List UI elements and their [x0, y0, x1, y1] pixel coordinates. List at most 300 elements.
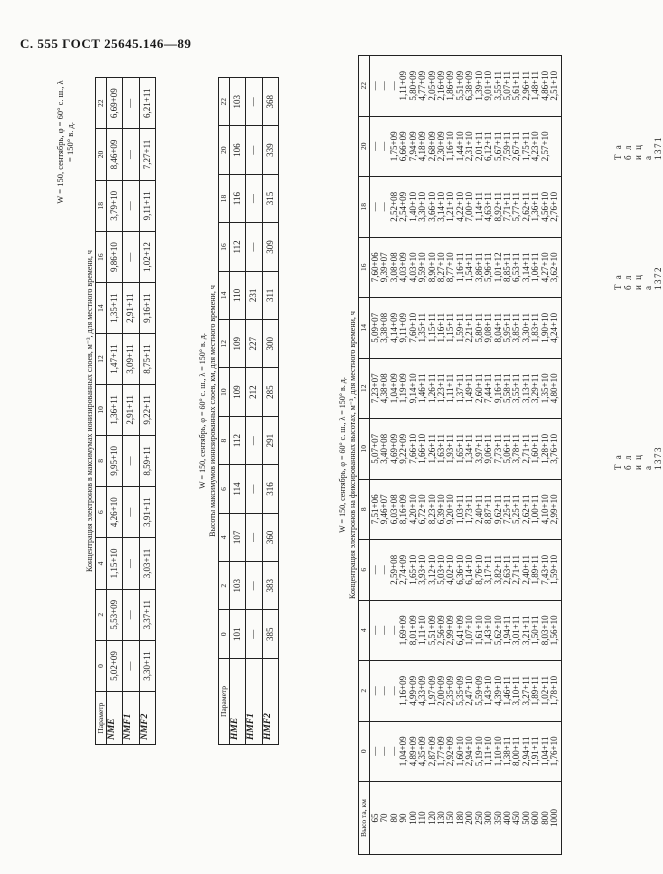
data-row	[369, 56, 561, 855]
cell-value: 368	[262, 78, 278, 126]
cell-value: 9,16+11	[139, 283, 155, 334]
cell-value: 1,39+10	[473, 70, 484, 101]
cell-value: —	[246, 562, 262, 610]
cell-value: —	[123, 538, 139, 589]
cell-value: 360	[262, 513, 278, 561]
cell-value: 4,22+10	[454, 191, 465, 222]
height-value: 150	[445, 811, 456, 825]
cell-value: 9,46+07	[379, 494, 390, 525]
cell-value: 1,15+11	[426, 313, 437, 343]
cell-value: 7,51+06	[369, 494, 380, 525]
hour-header: 6	[359, 540, 370, 601]
hour-header: 8	[219, 416, 230, 464]
table-1371-caption: Концентрация электронов в максимумах ионизированных слоев, м⁻³, для местного времени, ч	[85, 250, 94, 572]
cell-value: 1,47+11	[106, 334, 122, 385]
hour-header: 0	[219, 610, 230, 658]
cell-value: 9,08+11	[483, 313, 494, 343]
cell-value: 1,36+11	[530, 192, 541, 222]
cell-value: 2,54+09	[398, 191, 409, 222]
param-header: Параметр	[96, 692, 107, 745]
cell-value: 8,04+11	[492, 313, 503, 343]
cell-value: 2,74+09	[398, 554, 409, 585]
cell-value: 1,11+09	[398, 71, 409, 101]
cell-value: 3,12+10	[426, 554, 437, 585]
cell-value: 5,96+11	[483, 252, 494, 283]
hour-header: 14	[359, 298, 370, 359]
param-header: Параметр	[219, 658, 230, 744]
cell-value: 1,16+09	[398, 675, 409, 706]
cell-value: 1,16+10	[445, 131, 456, 162]
cell-value: —	[246, 174, 262, 222]
cell-value: 8,46+09	[106, 129, 122, 180]
height-value: 250	[473, 811, 484, 825]
cell-value: 5,59+09	[473, 675, 484, 706]
value-column	[369, 56, 561, 117]
cell-value: 9,22+11	[139, 384, 155, 435]
cell-value: 383	[262, 562, 278, 610]
cell-value: 1,14+11	[473, 192, 484, 222]
cell-value: 6,66+09	[398, 131, 409, 162]
cell-value: 3,37+11	[139, 589, 155, 640]
cell-value: 9,11+11	[139, 180, 155, 231]
cell-value: 1,46+11	[417, 373, 428, 404]
cell-value: 1,16+11	[454, 252, 465, 283]
cell-value: —	[246, 78, 262, 126]
height-value: 110	[417, 811, 428, 825]
cell-value: 1,77+09	[435, 736, 446, 767]
cell-value: —	[123, 78, 139, 129]
cell-value: 7,71+11	[502, 192, 512, 222]
cell-value: 5,35+09	[454, 675, 465, 706]
row-parameter: NMF2	[139, 692, 155, 745]
table-1371-block	[55, 77, 76, 207]
cell-value: 3,40+08	[379, 433, 390, 464]
cell-value: 4,69+09	[388, 433, 399, 464]
height-value: 90	[398, 813, 409, 823]
cell-value: 5,51+09	[426, 615, 437, 646]
hour-header: 20	[96, 129, 107, 180]
hour-header: 16	[359, 237, 370, 298]
cell-value: 114	[229, 465, 245, 513]
cell-value: 4,02+10	[445, 554, 456, 585]
cell-value: —	[379, 625, 390, 635]
value-column	[369, 358, 561, 419]
cell-value: 3,17+11	[483, 555, 494, 585]
cell-value: 1,49+11	[464, 373, 475, 404]
cell-value: 7,27+11	[139, 129, 155, 180]
table-1373	[338, 55, 562, 855]
cell-value: 316	[262, 465, 278, 513]
cell-value: 8,76+10	[473, 554, 484, 585]
header-row	[359, 56, 370, 855]
cell-value: 109	[229, 320, 245, 368]
cell-value: 2,40+11	[473, 494, 484, 525]
hour-header: 20	[359, 116, 370, 177]
cell-value: —	[123, 640, 139, 691]
cell-value: 6,53+11	[511, 252, 522, 283]
cell-value: —	[246, 223, 262, 271]
cell-value: —	[369, 625, 380, 635]
cell-value: 6,12+11	[483, 131, 494, 162]
cell-value: —	[369, 202, 380, 212]
cell-value: —	[388, 746, 399, 756]
height-value: 400	[502, 811, 512, 825]
cell-value: 3,76+10	[549, 433, 560, 464]
cell-value: 2,99+09	[445, 615, 456, 646]
cell-value: 1,35+11	[417, 313, 428, 343]
cell-value: —	[379, 202, 390, 212]
cell-value: 1,34+11	[464, 434, 475, 464]
cell-value: —	[388, 686, 399, 696]
cell-value: —	[369, 81, 380, 91]
cell-value: 5,95+11	[502, 313, 512, 343]
cell-value: 4,24+10	[549, 312, 560, 343]
cell-value: 309	[262, 223, 278, 271]
cell-value: 9,06+11	[483, 434, 494, 464]
cell-value: 3,08+08	[388, 252, 399, 283]
cell-value: 5,67+11	[492, 131, 503, 162]
cell-value: 8,01+09	[407, 615, 418, 646]
table-1373-grid	[358, 55, 562, 855]
table-1371	[85, 77, 156, 745]
cell-value: —	[123, 435, 139, 486]
table-row	[123, 78, 139, 745]
cell-value: 2,67+11	[511, 131, 522, 162]
cell-value: 7,23+07	[369, 373, 380, 404]
cell-value: 9,11+09	[398, 313, 409, 343]
hour-header: 8	[359, 479, 370, 540]
table-row	[229, 78, 245, 745]
cell-value: —	[379, 81, 390, 91]
cell-value: 6,36+10	[454, 554, 465, 585]
cell-value: 116	[229, 174, 245, 222]
cell-value: 1,86+09	[445, 70, 456, 101]
cell-value: 8,75+11	[139, 334, 155, 385]
cell-value: 1,21+10	[445, 191, 456, 222]
cell-value: 2,62+11	[520, 494, 531, 525]
cell-value: 7,00+10	[464, 191, 475, 222]
cell-value: 1,40+10	[407, 191, 418, 222]
cell-value: 2,92+09	[445, 736, 456, 767]
cell-value: 8,77+10	[445, 252, 456, 283]
cell-value: —	[369, 686, 380, 696]
hour-header: 22	[96, 78, 107, 129]
cell-value: 8,27+10	[435, 252, 446, 283]
height-value: 100	[407, 811, 418, 825]
cell-value: 9,20+10	[445, 494, 456, 525]
hour-header: 0	[359, 721, 370, 782]
cell-value: 109	[229, 368, 245, 416]
cell-value: 1,03+11	[454, 494, 465, 525]
row-parameter: HME	[229, 658, 245, 744]
value-column	[369, 479, 561, 540]
cell-value: 3,10+11	[511, 676, 522, 706]
cell-value: 4,39+10	[492, 675, 503, 706]
hour-header: 6	[219, 465, 230, 513]
cell-value: 1,04+09	[388, 373, 399, 404]
cell-value: 4,33+09	[417, 675, 428, 706]
hour-header: 4	[359, 600, 370, 661]
cell-value: 1,02+11	[539, 676, 550, 706]
cell-value: 2,21+11	[464, 313, 475, 343]
cell-value: 9,86+10	[106, 231, 122, 282]
row-parameter: NMF1	[123, 692, 139, 745]
cell-value: 339	[262, 126, 278, 174]
cell-value: 1,02+12	[139, 231, 155, 282]
hour-header: 4	[219, 513, 230, 561]
cell-value: 300	[262, 320, 278, 368]
cell-value: 3,79+10	[106, 180, 122, 231]
table-1371-grid	[95, 77, 156, 745]
hour-header: 18	[359, 177, 370, 238]
cell-value: 1,35+10	[539, 373, 550, 404]
cell-value: 5,77+11	[511, 192, 522, 222]
table-1372-caption: Высоты максимумов ионизированных слоев, км, для местного времени, ч	[208, 285, 217, 537]
cell-value: 110	[229, 271, 245, 319]
cell-value: 1,23+11	[435, 373, 446, 404]
cell-value: 2,94+10	[464, 736, 475, 767]
cell-value: —	[379, 141, 390, 151]
cell-value: 3,62+10	[549, 252, 560, 283]
cell-value: 3,82+11	[492, 555, 503, 585]
cell-value: 112	[229, 416, 245, 464]
height-value: 600	[530, 811, 541, 825]
cell-value: 4,20+10	[407, 494, 418, 525]
cell-value: 4,86+10	[539, 70, 550, 101]
cell-value: 1,35+11	[106, 283, 122, 334]
cell-value: 3,21+11	[520, 615, 531, 646]
height-value: 1000	[549, 809, 560, 828]
cell-value: —	[246, 416, 262, 464]
hour-header: 16	[219, 223, 230, 271]
cell-value: 2,63+11	[502, 555, 512, 585]
cell-value: 1,11+11	[445, 373, 456, 403]
cell-value: 1,54+11	[464, 252, 475, 283]
hour-header: 12	[359, 358, 370, 419]
cell-value: —	[123, 129, 139, 180]
cell-value: 1,48+11	[530, 71, 541, 101]
cell-value: 1,01+12	[492, 252, 503, 283]
cell-value: 6,38+09	[464, 70, 475, 101]
cell-value: 9,62+11	[492, 494, 503, 525]
cell-value: —	[388, 625, 399, 635]
cell-value: 1,73+11	[464, 494, 475, 525]
hour-header: 22	[219, 78, 230, 126]
value-column	[369, 116, 561, 177]
cell-value: 6,14+10	[464, 554, 475, 585]
cell-value: 8,92+11	[492, 192, 503, 222]
value-column	[369, 298, 561, 359]
cell-value: 8,00+11	[511, 736, 522, 767]
cell-value: 6,21+11	[139, 78, 155, 129]
cell-value: 101	[229, 610, 245, 658]
hour-header: 18	[219, 174, 230, 222]
cell-value: 4,63+11	[483, 192, 494, 222]
cell-value: 1,06+11	[530, 252, 541, 283]
cell-value: 3,55+11	[492, 71, 503, 101]
cell-value: 1,69+09	[398, 615, 409, 646]
cell-value: 5,80+09	[407, 70, 418, 101]
subtitle-1: W = 150, сентябрь, φ = 60° с. ш., λ = 150° в. д.	[55, 80, 75, 204]
cell-value: 7,73+11	[492, 434, 503, 464]
cell-value: 212	[246, 368, 262, 416]
cell-value: 1,59+10	[549, 554, 560, 585]
row-parameter: HMF1	[246, 658, 262, 744]
subtitle-2: W = 150, сентябрь, φ = 60° с. ш., λ = 150° в. д.	[198, 333, 207, 489]
cell-value: 2,52+08	[388, 191, 399, 222]
cell-value: 8,87+11	[483, 494, 494, 525]
cell-value: 8,23+10	[426, 494, 437, 525]
hour-header: 20	[219, 126, 230, 174]
cell-value: 8,03+10	[539, 615, 550, 646]
cell-value: 2,30+09	[435, 131, 446, 162]
cell-value: 3,86+11	[473, 252, 484, 283]
table-1372	[198, 77, 279, 745]
cell-value: 4,10+10	[539, 494, 550, 525]
cell-value: 5,06+11	[502, 434, 512, 464]
cell-value: 3,29+11	[530, 373, 541, 404]
hour-header: 10	[359, 419, 370, 480]
cell-value: 6,03+08	[388, 494, 399, 525]
header-row	[96, 78, 107, 745]
cell-value: 1,44+10	[454, 131, 465, 162]
hour-header: 14	[219, 271, 230, 319]
header-row	[219, 78, 230, 745]
cell-value: 9,59+10	[417, 252, 428, 283]
hour-header: 2	[359, 661, 370, 722]
cell-value: 1,65+11	[454, 434, 465, 464]
cell-value: 1,94+11	[502, 615, 512, 646]
cell-value: 5,25+11	[511, 494, 522, 525]
hour-header: 22	[359, 56, 370, 117]
cell-value: 2,47+10	[464, 675, 475, 706]
hour-header: 18	[96, 180, 107, 231]
cell-value: 5,03+10	[435, 554, 446, 585]
cell-value: 5,51+09	[454, 70, 465, 101]
cell-value: 6,69+09	[106, 78, 122, 129]
cell-value: 1,38+11	[502, 736, 512, 767]
table-row	[106, 78, 122, 745]
cell-value: 106	[229, 126, 245, 174]
height-value: 300	[483, 811, 494, 825]
hour-header: 8	[96, 435, 107, 486]
cell-value: 5,58+11	[502, 373, 512, 404]
table-row	[246, 78, 262, 745]
cell-value: —	[246, 465, 262, 513]
cell-value: 3,09+11	[123, 334, 139, 385]
cell-value: 7,94+09	[407, 131, 418, 162]
cell-value: 9,01+10	[483, 70, 494, 101]
cell-value: 107	[229, 513, 245, 561]
hour-header: 2	[219, 562, 230, 610]
height-value: 130	[435, 811, 446, 825]
cell-value: 2,91+11	[123, 283, 139, 334]
cell-value: 385	[262, 610, 278, 658]
cell-value: 3,93+10	[417, 554, 428, 585]
cell-value: 2,76+10	[549, 191, 560, 222]
height-value: 180	[454, 811, 465, 825]
cell-value: 1,07+10	[464, 615, 475, 646]
hour-header: 2	[96, 589, 107, 640]
cell-value: 8,16+09	[398, 494, 409, 525]
height-value: 80	[388, 813, 399, 823]
cell-value: 285	[262, 368, 278, 416]
cell-value: 315	[262, 174, 278, 222]
cell-value: 1,43+10	[483, 615, 494, 646]
cell-value: 1,15+10	[106, 538, 122, 589]
cell-value: 5,02+09	[106, 640, 122, 691]
cell-value: 1,83+11	[530, 313, 541, 343]
cell-value: 112	[229, 223, 245, 271]
height-value: 450	[511, 811, 522, 825]
cell-value: 2,62+11	[520, 192, 531, 222]
hour-header: 10	[96, 384, 107, 435]
cell-value: 4,27+10	[539, 252, 550, 283]
cell-value: 1,89+11	[530, 555, 541, 585]
cell-value: 1,26+11	[426, 373, 437, 404]
cell-value: 7,43+10	[539, 554, 550, 585]
cell-value: 5,80+11	[473, 313, 484, 343]
cell-value: —	[123, 589, 139, 640]
page-header: С. 555 ГОСТ 25645.146—89	[20, 36, 192, 51]
cell-value: —	[379, 686, 390, 696]
cell-value: 4,38+08	[379, 373, 390, 404]
cell-value: 1,75+09	[388, 131, 399, 162]
cell-value: 3,14+11	[520, 252, 531, 283]
cell-value: 1,89+11	[530, 676, 541, 706]
cell-value: 1,65+10	[407, 554, 418, 585]
cell-value: —	[379, 565, 390, 575]
cell-value: 2,05+09	[426, 70, 437, 101]
cell-value: 1,11+10	[417, 615, 428, 646]
cell-value: 4,26+10	[106, 487, 122, 538]
cell-value: 5,62+10	[492, 615, 503, 646]
subtitle-3: W = 150, сентябрь, φ = 60° с. ш., λ = 150° в. д.	[338, 377, 347, 533]
cell-value: 5,19+10	[473, 736, 484, 767]
cell-value: 5,53+09	[106, 589, 122, 640]
cell-value: 1,60+11	[530, 434, 541, 464]
cell-value: 3,38+08	[379, 312, 390, 343]
cell-value: 1,15+11	[445, 313, 456, 343]
cell-value: 4,18+09	[417, 131, 428, 162]
table-number-1371: Т а б л и ц а 1371	[613, 136, 663, 160]
cell-value: 2,71+11	[511, 555, 522, 585]
cell-value: 2,00+09	[435, 675, 446, 706]
cell-value: 9,16+11	[492, 373, 503, 404]
cell-value: 1,28+10	[539, 433, 550, 464]
table-1373-caption: Концентрация электронов на фиксированных высотах, м⁻³, для местного времени, ч	[348, 311, 357, 599]
cell-value: 2,91+11	[123, 384, 139, 435]
cell-value: 1,46+11	[502, 676, 512, 706]
cell-value: 1,59+11	[454, 313, 465, 343]
cell-value: 1,26+11	[426, 434, 437, 464]
cell-value: 3,03+11	[139, 538, 155, 589]
cell-value: 1,90+10	[539, 312, 550, 343]
hour-header: 12	[219, 320, 230, 368]
height-value: 800	[539, 811, 550, 825]
cell-value: 1,93+11	[445, 434, 456, 464]
cell-value: —	[246, 513, 262, 561]
cell-value: 2,96+11	[520, 71, 531, 101]
row-parameter: HMF2	[262, 658, 278, 744]
cell-value: 2,57+10	[539, 131, 550, 162]
table-number-1372: Т а б л и ц а 1372	[613, 266, 663, 290]
height-value: 65	[369, 813, 380, 823]
cell-value: 1,91+11	[530, 736, 541, 767]
cell-value: 5,07+07	[369, 433, 380, 464]
cell-value: 2,56+09	[435, 615, 446, 646]
cell-value: 103	[229, 78, 245, 126]
